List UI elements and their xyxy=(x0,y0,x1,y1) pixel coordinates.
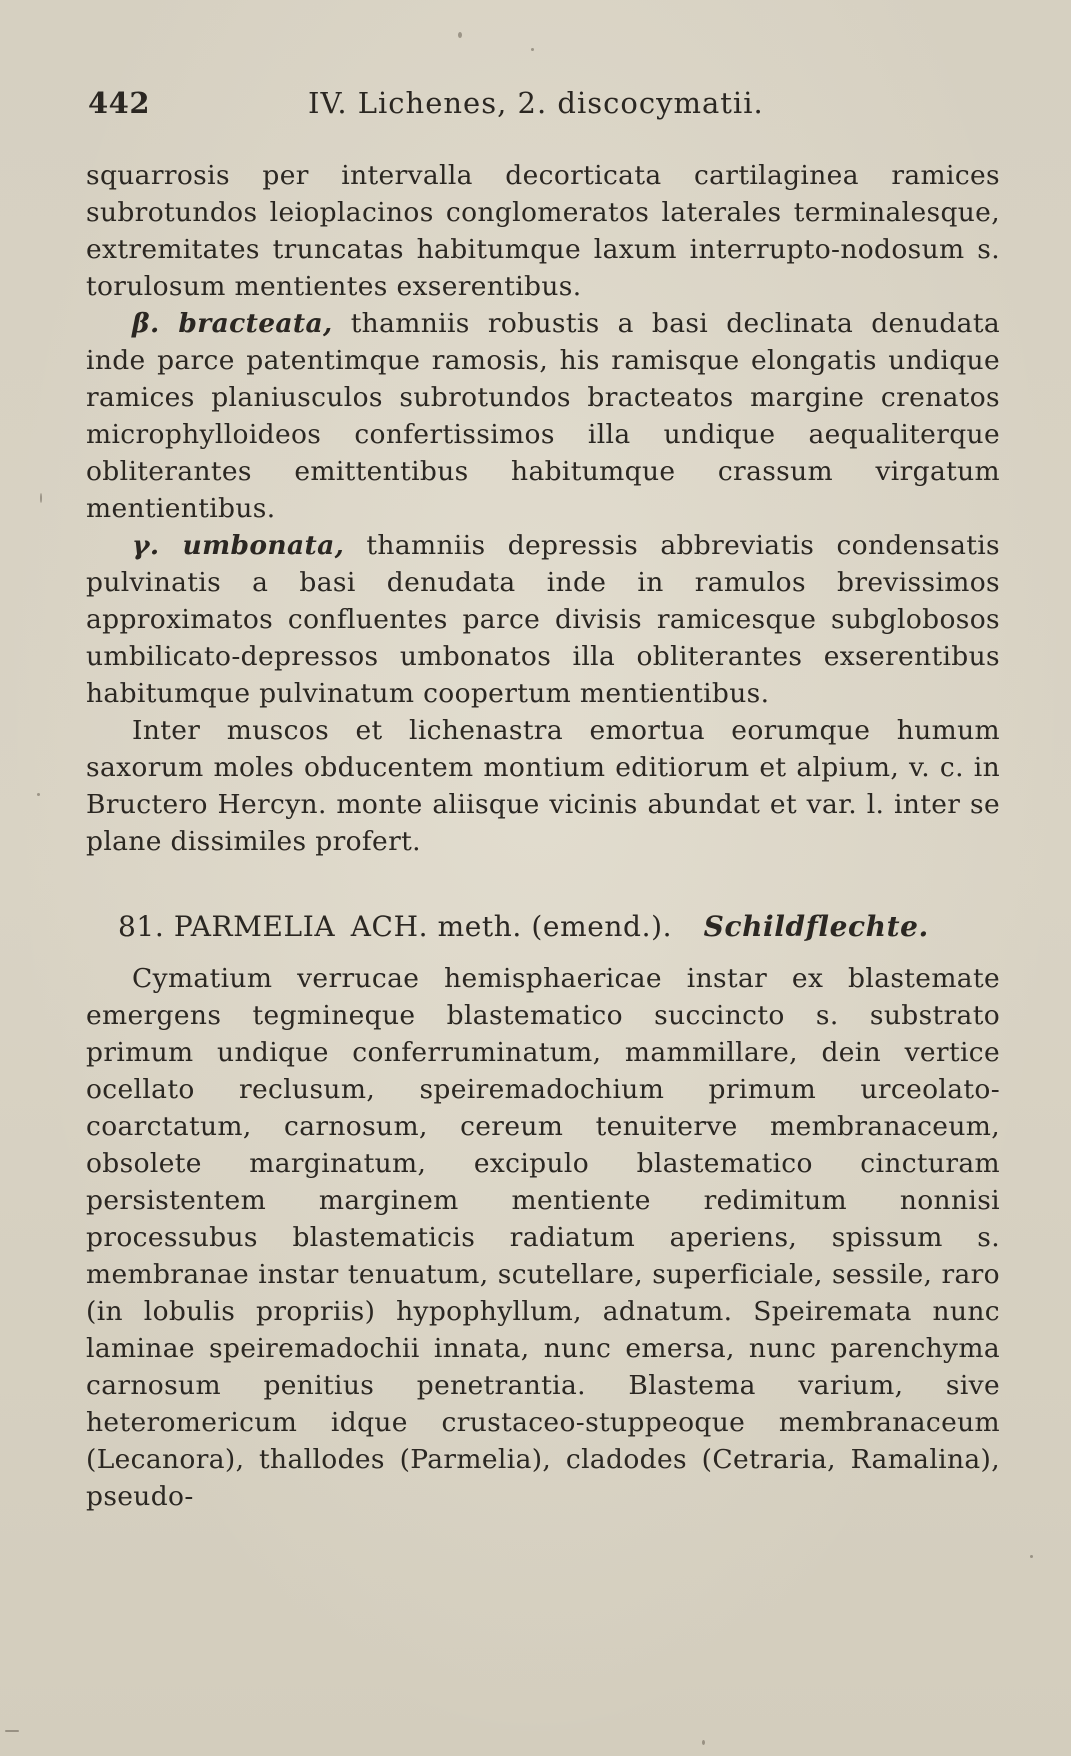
section-heading xyxy=(118,910,998,943)
section-authority: ACH. meth. (emend.). xyxy=(350,910,673,943)
section-genus: PARMELIA xyxy=(173,910,336,943)
variety-text-beta: thamniis robustis a basi declinata denudata inde parce patentimque ramosis, his ramisque elongatis undique ramices planiusculos subrotundos bracteatos margine crenatos microphylloideos confertissimos illa undique aequaliterque obliterantes emittentibus habitumque crassum virgatum mentientibus. xyxy=(86,308,1000,524)
page-number: 442 xyxy=(88,86,151,120)
paper-speck xyxy=(702,1740,705,1745)
variety-label-gamma: γ. umbonata, xyxy=(132,530,345,561)
paper-speck xyxy=(37,793,40,796)
paper-speck xyxy=(458,32,462,38)
paper-speck xyxy=(531,48,534,51)
variety-label-beta: β. bracteata, xyxy=(132,308,333,339)
paragraph-description: Cymatium verrucae hemisphaericae instar ex blastemate emergens tegmineque blastematico succincto s. substrato primum undique conferruminatum, mammillare, dein vertice ocellato reclusum, speiremadochium primum urceolato-coarctatum, carnosum, cereum tenuiterve membranaceum, obsolete marginatum, excipulo blastematico cincturam persistentem marginem mentiente redimitum nonnisi processubus blastematicis radiatum aperiens, spissum s. membranae instar tenuatum, scutellare, superficiale, sessile, raro (in lobulis propriis) hypophyllum, adnatum. Speiremata nunc laminae speiremadochii innata, nunc emersa, nunc parenchyma carnosum penitius penetrantia. Blastema varium, sive heteromericum idque crustaceo-stuppeoque membranaceum (Lecanora), thallodes (Parmelia), cladodes (Cetraria, Ramalina), pseudo- xyxy=(86,963,1000,1512)
paragraph-variety-gamma xyxy=(86,527,1000,712)
paper-speck xyxy=(40,493,42,503)
paragraph-variety-beta xyxy=(86,305,1000,527)
text-block-varieties xyxy=(86,157,1000,860)
paper-speck xyxy=(5,1730,19,1732)
running-head xyxy=(88,86,983,126)
chapter-title: IV. Lichenes, 2. discocymatii. xyxy=(308,86,764,120)
section-german-name: Schildflechte. xyxy=(703,910,929,943)
text-block-description xyxy=(86,960,1000,1515)
section-number: 81. xyxy=(118,910,165,943)
paragraph-habitat: Inter muscos et lichenastra emortua eorumque humum saxorum moles obducentem montium editiorum et alpium, v. c. in Bructero Hercyn. monte aliisque vicinis abundat et var. l. inter se plane dissimiles profert. xyxy=(86,715,1000,857)
variety-text-gamma: thamniis depressis abbreviatis condensatis pulvinatis a basi denudata inde in ramulos brevissimos approximatos confluentes parce divisis ramicesque subglobosos umbilicato-depressos umbonatos illa obliterantes exserentibus habitumque pulvinatum coopertum mentientibus. xyxy=(86,530,1000,709)
paragraph-continuation: squarrosis per intervalla decorticata cartilaginea ramices subrotundos leioplacinos conglomeratos laterales terminalesque, extremitates truncatas habitumque laxum interrupto-nodosum s. torulosum mentientes exserentibus. xyxy=(86,160,1000,302)
paper-speck xyxy=(1030,1555,1033,1558)
